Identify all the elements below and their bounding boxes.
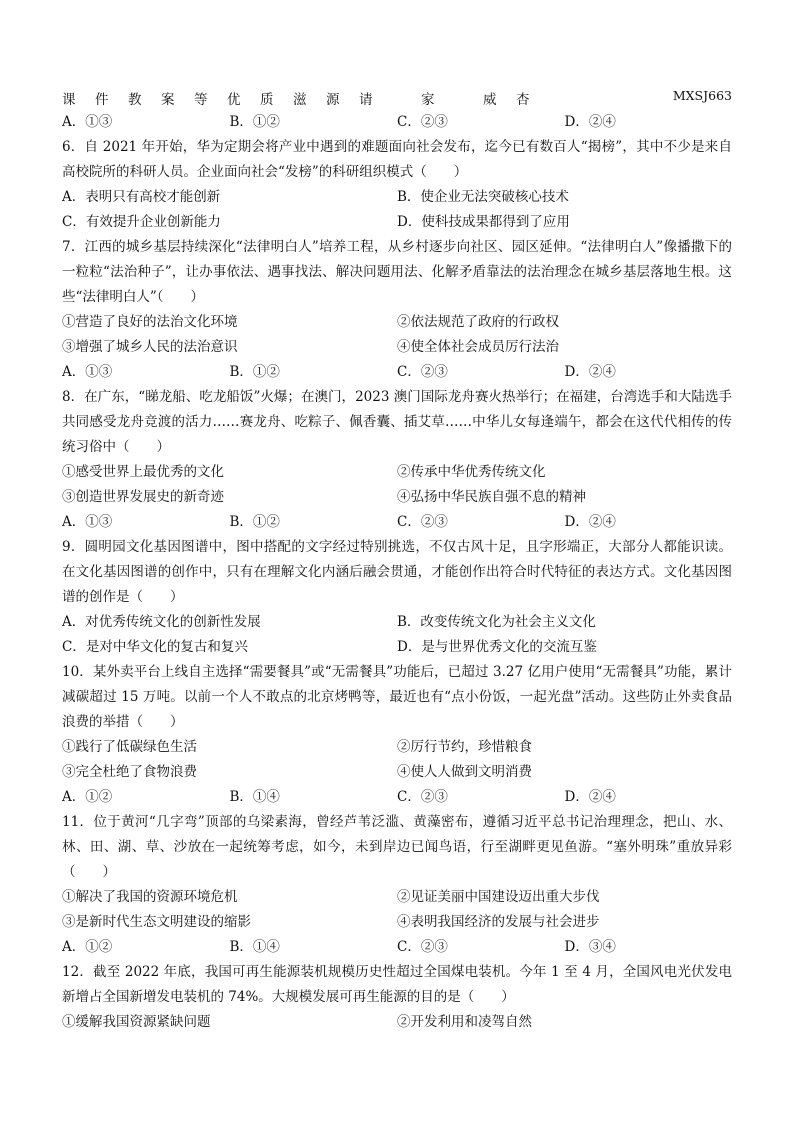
question-9 [62, 535, 732, 660]
header-char: 件 [95, 92, 109, 108]
option-c: C．②③ [397, 114, 448, 130]
page-header [62, 88, 732, 110]
option-d: D．是与世界优秀文化的交流互鉴 [397, 639, 597, 655]
header-char: 等 [194, 92, 208, 108]
option-b: B．使企业无法突破核心技术 [397, 189, 569, 205]
statement-2: ②见证美丽中国建设迈出重大步伐 [397, 889, 600, 905]
question-8 [62, 385, 732, 535]
q8-items-row1 [62, 460, 732, 485]
question-7 [62, 235, 732, 385]
q11-items-row2 [62, 910, 732, 935]
statement-2: ②依法规范了政府的行政权 [397, 314, 559, 330]
header-char: 家 [421, 92, 435, 108]
q10-items-row1 [62, 735, 732, 760]
statement-3: ③完全杜绝了食物浪费 [62, 764, 197, 780]
statement-1: ①感受世界上最优秀的文化 [62, 464, 224, 480]
header-char: 源 [326, 92, 340, 108]
header-char: 优 [227, 92, 241, 108]
statement-3: ③增强了城乡人民的法治意识 [62, 339, 238, 355]
option-d: D．②④ [564, 514, 616, 530]
option-b: B．①② [229, 114, 280, 130]
option-b: B．①② [229, 364, 280, 380]
q9-options-row1 [62, 610, 732, 635]
statement-1: ①缓解我国资源紧缺问题 [62, 1014, 211, 1030]
header-char: 课 [62, 92, 76, 108]
header-char: 杏 [516, 92, 530, 108]
option-a: A．①③ [62, 114, 113, 130]
header-char: 威 [483, 92, 497, 108]
q7-items-row2 [62, 335, 732, 360]
statement-1: ①解决了我国的资源环境危机 [62, 889, 238, 905]
statement-4: ④使人人做到文明消费 [397, 764, 532, 780]
q10-options [62, 785, 732, 810]
option-a: A．对优秀传统文化的创新性发展 [62, 614, 261, 630]
q10-items-row2 [62, 760, 732, 785]
statement-4: ④弘扬中华民族自强不息的精神 [397, 489, 586, 505]
q11-options [62, 935, 732, 960]
option-c: C．②③ [397, 939, 448, 955]
exam-page [62, 88, 732, 1035]
option-a: A．表明只有高校才能创新 [62, 189, 221, 205]
q6-options-row2 [62, 210, 732, 235]
option-c: C．②③ [397, 514, 448, 530]
question-stem: 7．江西的城乡基层持续深化“法律明白人”培养工程，从乡村逐步向社区、园区延伸。“法律明白人”像播撒下的一粒粒“法治种子”，让办事依法、遇事找法、解决问题用法、化解矛盾靠法的法治理念在城乡基层落地生根。这些“法律明白人”（ ） [62, 239, 732, 305]
option-d: D．②④ [564, 114, 616, 130]
option-a: A．①② [62, 789, 113, 805]
question-12 [62, 960, 732, 1035]
statement-1: ①营造了良好的法治文化环境 [62, 314, 238, 330]
statement-2: ②开发利用和凌驾自然 [397, 1014, 532, 1030]
option-a: A．①③ [62, 514, 113, 530]
question-6 [62, 135, 732, 235]
q11-items-row1 [62, 885, 732, 910]
statement-4: ④表明我国经济的发展与社会进步 [397, 914, 600, 930]
option-c: C．②③ [397, 364, 448, 380]
option-a: A．①③ [62, 364, 113, 380]
option-a: A．①② [62, 939, 113, 955]
statement-1: ①践行了低碳绿色生活 [62, 739, 197, 755]
question-stem: 11．位于黄河“几字弯”顶部的乌梁素海，曾经芦苇泛滥、黄藻密布，遵循习近平总书记治理理念，把山、水、林、田、湖、草、沙放在一起统筹考虑，如今，未到岸边已闻鸟语，行至湖畔更见鱼游。“塞外明珠”重放异彩（ ） [62, 814, 732, 880]
statement-3: ③是新时代生态文明建设的缩影 [62, 914, 251, 930]
option-d: D．使科技成果都得到了应用 [397, 214, 570, 230]
question-10 [62, 660, 732, 810]
statement-2: ②厉行节约，珍惜粮食 [397, 739, 532, 755]
question-11 [62, 810, 732, 960]
header-code: MXSJ663 [672, 88, 732, 103]
q12-items-row1 [62, 1010, 732, 1035]
statement-2: ②传承中华优秀传统文化 [397, 464, 546, 480]
question-stem: 6．自 2021 年开始，华为定期会将产业中遇到的难题面向社会发布，迄今已有数百人“揭榜”，其中不少是来自高校院所的科研人员。企业面向社会“发榜”的科研组织模式（ ） [62, 139, 732, 180]
header-watermark-text [62, 88, 549, 108]
option-b: B．改变传统文化为社会主义文化 [397, 614, 596, 630]
q5-options [62, 110, 732, 135]
q7-items-row1 [62, 310, 732, 335]
question-stem: 9．圆明园文化基因图谱中，图中搭配的文字经过特别挑选，不仅古风十足，且字形端正，大部分人都能识读。在文化基因图谱的创作中，只有在理解文化内涵后融会贯通，才能创作出符合时代特征的表达方式。文化基因图谱的创作是（ ） [62, 539, 732, 605]
q9-options-row2 [62, 635, 732, 660]
option-d: D．②④ [564, 789, 616, 805]
header-char: 滋 [293, 92, 307, 108]
statement-3: ③创造世界发展史的新奇迹 [62, 489, 224, 505]
option-b: B．①② [229, 514, 280, 530]
q7-options [62, 360, 732, 385]
q6-options-row1 [62, 185, 732, 210]
option-c: C．②③ [397, 789, 448, 805]
option-c: C．是对中华文化的复古和复兴 [62, 639, 248, 655]
option-d: D．③④ [564, 939, 616, 955]
q8-options [62, 510, 732, 535]
header-char: 请 [359, 92, 373, 108]
question-stem: 8．在广东，“睇龙船、吃龙船饭”火爆；在澳门，2023 澳门国际龙舟赛火热举行；在福建，台湾选手和大陆选手共同感受龙舟竞渡的活力……赛龙舟、吃粽子、佩香囊、插艾草……中华儿女每逢端午，都会在这代代相传的传统习俗中（ ） [62, 389, 732, 455]
option-b: B．①④ [229, 789, 280, 805]
question-stem: 12．截至 2022 年底，我国可再生能源装机规模历史性超过全国煤电装机。今年 1 至 4 月，全国风电光伏发电新增占全国新增发电装机的 74%。大规模发展可再生能源的目的是（ ） [62, 964, 732, 1005]
option-c: C．有效提升企业创新能力 [62, 214, 221, 230]
option-b: B．①④ [229, 939, 280, 955]
q8-items-row2 [62, 485, 732, 510]
header-char: 教 [128, 92, 142, 108]
statement-4: ④使全体社会成员厉行法治 [397, 339, 559, 355]
question-stem: 10．某外卖平台上线自主选择“需要餐具”或“无需餐具”功能后，已超过 3.27 亿用户使用“无需餐具”功能，累计减碳超过 15 万吨。以前一个人不敢点的北京烤鸭等，最近也有“点小份饭，一起光盘”活动。这些防止外卖食品浪费的举措（ ） [62, 664, 733, 730]
option-d: D．②④ [564, 364, 616, 380]
header-char: 案 [161, 92, 175, 108]
header-char: 质 [260, 92, 274, 108]
